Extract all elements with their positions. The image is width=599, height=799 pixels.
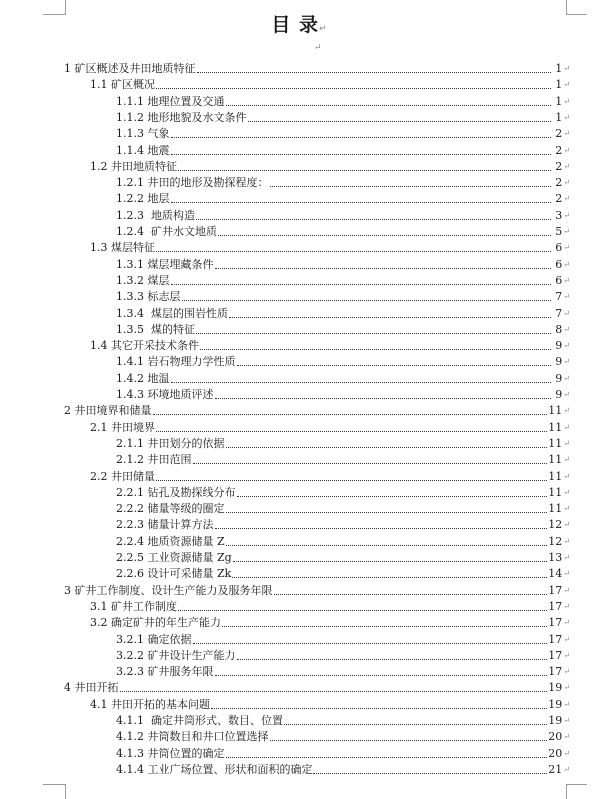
toc-dot-leader <box>156 479 547 481</box>
toc-entry[interactable] <box>116 516 570 532</box>
toc-entry[interactable] <box>116 305 570 321</box>
toc-entry[interactable] <box>116 435 570 451</box>
toc-entry-text: 1.1 矿区概况 <box>90 78 155 92</box>
toc-entry-text: 1.1.3 气象 <box>116 127 170 141</box>
paragraph-return-icon: ↵ <box>563 504 570 514</box>
toc-dot-leader <box>197 71 552 73</box>
toc-dot-leader <box>193 642 548 644</box>
toc-entry-text: 1.2.1 井田的地形及勘探程度： <box>116 176 269 190</box>
toc-entry-text: 3.2.3 矿井服务年限 <box>116 665 214 679</box>
toc-page-number: 17 <box>548 632 563 646</box>
paragraph-return-icon: ↵ <box>563 96 570 106</box>
toc-page-number: 1 <box>555 94 563 108</box>
paragraph-return-icon: ↵ <box>563 764 570 774</box>
paragraph-return-icon: ↵ <box>563 210 570 220</box>
toc-entry-text: 1 矿区概述及井田地质特征 <box>64 62 196 75</box>
toc-entry-text: 4.1.3 井筒位置的确定 <box>116 746 225 760</box>
toc-dot-leader <box>237 658 548 660</box>
toc-entry[interactable] <box>90 614 570 630</box>
toc-entry-text: 4.1.1 确定井筒形式、数目、位置 <box>116 714 283 727</box>
toc-page-number: 19 <box>548 714 563 727</box>
paragraph-return-icon: ↵ <box>563 112 570 122</box>
toc-page-number: 19 <box>548 681 563 695</box>
toc-page-number: 11 <box>548 485 563 499</box>
paragraph-return-icon: ↵ <box>319 24 328 34</box>
paragraph-return-icon: ↵ <box>563 64 570 73</box>
paragraph-return-icon: ↵ <box>563 422 570 432</box>
toc-entry-text: 2.2.6 设计可采储量 Zk <box>116 567 232 581</box>
toc-entry[interactable] <box>116 93 570 109</box>
toc-entry-text: 1.2.4 矿井水文地质 <box>116 225 217 238</box>
toc-page-number: 7 <box>555 290 563 304</box>
toc-dot-leader <box>171 136 552 138</box>
crop-mark-bottom-left <box>43 784 66 799</box>
toc-dot-leader <box>237 364 552 366</box>
toc-entry-text: 4.1 井田开拓的基本问题 <box>90 697 210 711</box>
toc-entry-text: 1.3.4 煤层的围岩性质 <box>116 306 228 320</box>
paragraph-return-icon: ↵ <box>563 748 570 758</box>
toc-entry[interactable] <box>116 370 570 386</box>
toc-entry-text: 4.1.2 井筒数目和井口位置选择 <box>116 730 269 744</box>
toc-dot-leader <box>226 446 548 448</box>
toc-entry[interactable] <box>116 174 570 190</box>
toc-entry-text: 3.2.2 矿井设计生产能力 <box>116 648 236 662</box>
paragraph-return-icon: ↵ <box>563 145 570 155</box>
toc-entry[interactable] <box>116 321 570 337</box>
paragraph-return-icon: ↵ <box>563 716 570 725</box>
toc-entry[interactable] <box>116 207 570 223</box>
toc-dot-leader <box>178 609 547 611</box>
toc-page-number: 5 <box>555 225 563 238</box>
toc-dot-leader <box>171 201 552 203</box>
toc-page-number: 21 <box>548 762 563 776</box>
paragraph-return-icon: ↵ <box>563 438 570 448</box>
toc-entry[interactable] <box>90 419 570 435</box>
toc-entry[interactable] <box>116 386 570 402</box>
paragraph-return-icon: ↵ <box>563 601 570 611</box>
toc-entry-text: 1.3.1 煤层埋藏条件 <box>116 257 214 271</box>
paragraph-return-icon: ↵ <box>563 471 570 481</box>
toc-entry[interactable] <box>116 647 570 663</box>
toc-page-number: 1 <box>555 78 563 92</box>
toc-entry[interactable] <box>116 745 570 761</box>
toc-entry-text: 3.1 矿井工作制度 <box>90 599 177 613</box>
toc-dot-leader <box>156 430 547 432</box>
toc-dot-leader <box>233 560 548 562</box>
toc-entry-text: 4.1.4 工业广场位置、形状和面积的确定 <box>116 762 313 776</box>
toc-page-number: 1 <box>555 62 563 75</box>
toc-page-number: 20 <box>548 746 563 760</box>
paragraph-return-icon: ↵ <box>563 324 570 334</box>
toc-dot-leader <box>156 250 551 252</box>
toc-entry-text: 2.1.1 井田划分的依据 <box>116 436 225 450</box>
toc-page-number: 13 <box>548 551 563 564</box>
toc-entry-text: 1.2.3 地质构造 <box>116 208 195 222</box>
paragraph-return-icon: ↵ <box>563 520 570 530</box>
page-title-text: 目 录 <box>271 14 320 36</box>
paragraph-return-icon: ↵ <box>563 308 570 318</box>
toc-page-number: 12 <box>548 518 563 532</box>
toc-dot-leader <box>215 674 548 676</box>
toc-page-number: 20 <box>548 730 563 744</box>
toc-entry[interactable] <box>116 500 570 516</box>
toc-dot-leader <box>226 104 552 106</box>
paragraph-return-icon: ↵ <box>563 129 570 139</box>
toc-dot-leader <box>196 218 551 220</box>
paragraph-return-icon: ↵ <box>563 406 570 416</box>
toc-page-number: 2 <box>555 127 563 141</box>
toc-entry[interactable] <box>64 679 570 695</box>
toc-entry-text: 1.1.4 地震 <box>116 143 170 157</box>
toc-entry[interactable] <box>116 190 570 206</box>
toc-page-number: 11 <box>548 436 563 450</box>
toc-entry-text: 2.2 井田储量 <box>90 469 155 483</box>
toc-entry[interactable] <box>90 337 570 353</box>
toc-entry-text: 1.4 其它开采技术条件 <box>90 339 199 353</box>
crop-mark-bottom-right <box>566 784 587 799</box>
toc-page-number: 2 <box>555 192 563 206</box>
toc-page-number: 6 <box>555 257 563 271</box>
toc-page-number: 6 <box>555 273 563 287</box>
toc-entry-text: 1.3.5 煤的特征 <box>116 322 195 336</box>
toc-entry[interactable] <box>116 451 570 467</box>
toc-entry-text: 2.2.5 工业资源储量 Zg <box>116 551 232 564</box>
toc-entry[interactable] <box>116 256 570 272</box>
paragraph-return-icon: ↵ <box>563 341 570 351</box>
toc-page-number: 11 <box>548 453 563 467</box>
toc-entry-text: 2.2.4 地质资源储量 Z <box>116 534 225 548</box>
toc-entry-text: 1.1.2 地形地貌及水文条件 <box>116 110 247 124</box>
toc-dot-leader <box>270 185 552 187</box>
toc-page-number: 1 <box>555 110 563 124</box>
toc-entry[interactable] <box>90 239 570 255</box>
toc-entry[interactable] <box>64 582 570 598</box>
toc-page-number: 9 <box>555 355 563 369</box>
toc-dot-leader <box>215 267 552 269</box>
toc-entry[interactable] <box>116 353 570 369</box>
toc-dot-leader <box>226 544 548 546</box>
paragraph-return-icon: ↵ <box>563 536 570 546</box>
toc-page-number: 17 <box>548 583 563 597</box>
toc-entry-text: 4 井田开拓 <box>64 681 119 695</box>
toc-entry-text: 1.2.2 地层 <box>116 192 170 206</box>
toc-page-number: 19 <box>548 697 563 711</box>
toc-page-number: 6 <box>555 241 563 255</box>
toc-entry[interactable] <box>116 223 570 239</box>
toc-page-number: 8 <box>555 322 563 336</box>
toc-dot-leader <box>178 169 551 171</box>
toc-entry-text: 1.4.2 地温 <box>116 371 170 385</box>
toc-entry-text: 1.2 井田地质特征 <box>90 159 177 173</box>
toc-entry[interactable] <box>90 598 570 614</box>
toc-dot-leader <box>218 234 551 236</box>
paragraph-return-icon: ↵ <box>563 178 570 188</box>
toc-page-number: 9 <box>555 339 563 353</box>
paragraph-return-icon: ↵ <box>563 699 570 709</box>
paragraph-return-icon: ↵ <box>563 373 570 383</box>
toc-entry-text: 1.3 煤层特征 <box>90 241 155 255</box>
paragraph-return-icon: ↵ <box>563 243 570 253</box>
toc-entry-text: 1.1.1 地理位置及交通 <box>116 94 225 108</box>
toc-dot-leader <box>313 772 547 774</box>
toc-entry-text: 2 井田境界和储量 <box>64 404 152 418</box>
toc-entry[interactable] <box>90 468 570 484</box>
toc-dot-leader <box>171 283 552 285</box>
toc-dot-leader <box>200 348 551 350</box>
toc-entry[interactable] <box>90 158 570 174</box>
toc-dot-leader <box>229 316 551 318</box>
paragraph-return-icon: ↵ <box>563 161 570 171</box>
toc-page-number: 11 <box>548 502 563 516</box>
toc-entry[interactable] <box>90 696 570 712</box>
toc-entry-text: 3.2 确定矿井的年生产能力 <box>90 616 221 630</box>
toc-dot-leader <box>274 593 548 595</box>
toc-entry-text: 2.2.1 钻孔及勘探线分布 <box>116 485 236 499</box>
paragraph-return-icon: ↵ <box>563 292 570 302</box>
toc-dot-leader <box>193 462 548 464</box>
toc-entry[interactable] <box>64 402 570 418</box>
toc-dot-leader <box>222 625 547 627</box>
toc-page-number: 11 <box>548 404 563 418</box>
paragraph-return-icon: ↵ <box>563 569 570 579</box>
toc-dot-leader <box>237 495 548 497</box>
toc-page-number: 2 <box>555 176 563 190</box>
toc-dot-leader <box>226 756 548 758</box>
toc-page-number: 17 <box>548 665 563 679</box>
toc-page-number: 9 <box>555 388 563 401</box>
toc-dot-leader <box>182 299 552 301</box>
toc-entry[interactable] <box>116 142 570 158</box>
toc-dot-leader <box>211 707 547 709</box>
toc-entry-text: 1.3.2 煤层 <box>116 273 170 287</box>
toc-page-number: 2 <box>555 143 563 157</box>
toc-entry[interactable] <box>90 76 570 92</box>
toc-entry-text: 1.3.3 标志层 <box>116 290 181 304</box>
paragraph-return-icon: ↵ <box>563 667 570 677</box>
toc-entry[interactable] <box>116 272 570 288</box>
toc-page-number: 9 <box>555 371 563 385</box>
toc-page-number: 3 <box>555 208 563 222</box>
toc-dot-leader <box>226 511 548 513</box>
paragraph-return-icon: ↵ <box>563 390 570 399</box>
toc-dot-leader <box>215 397 552 399</box>
paragraph-return-icon: ↵ <box>563 634 570 644</box>
paragraph-return-icon: ↵ <box>563 455 570 465</box>
toc-entry[interactable] <box>116 288 570 304</box>
toc-dot-leader <box>153 413 548 415</box>
toc-dot-leader <box>171 381 552 383</box>
toc-page-number: 14 <box>548 567 563 581</box>
toc-entry[interactable] <box>116 125 570 141</box>
paragraph-return-icon: ↵ <box>563 683 570 693</box>
paragraph-return-icon: ↵ <box>563 553 570 562</box>
toc-dot-leader <box>156 87 551 89</box>
toc-dot-leader <box>196 332 551 334</box>
toc-entry[interactable] <box>64 60 570 76</box>
toc-entry[interactable] <box>116 549 570 565</box>
toc-entry[interactable] <box>116 663 570 679</box>
toc-page-number: 7 <box>555 306 563 320</box>
toc-entry-text: 3 矿井工作制度、设计生产能力及服务年限 <box>64 583 273 597</box>
toc-page-number: 2 <box>555 159 563 173</box>
page-title <box>0 10 599 37</box>
toc-page-number: 11 <box>548 420 563 434</box>
toc-page-number: 17 <box>548 648 563 662</box>
toc-entry[interactable] <box>116 712 570 728</box>
toc-page-number: 17 <box>548 599 563 613</box>
paragraph-return-icon: ↵ <box>563 80 570 90</box>
toc-dot-leader <box>171 153 552 155</box>
toc-dot-leader <box>120 690 548 692</box>
paragraph-return-icon: ↵ <box>563 227 570 236</box>
toc-page-number: 17 <box>548 616 563 630</box>
paragraph-return-icon: ↵ <box>563 487 570 497</box>
paragraph-return-icon: ↵ <box>563 650 570 660</box>
toc-entry-text: 2.2.3 储量计算方法 <box>116 518 214 532</box>
toc-page-number: 12 <box>548 534 563 548</box>
toc-entry-text: 1.4.3 环境地质评述 <box>116 388 214 401</box>
toc-entry[interactable] <box>116 533 570 549</box>
toc-entry[interactable] <box>116 631 570 647</box>
toc-dot-leader <box>248 120 552 122</box>
toc-entry[interactable] <box>116 728 570 744</box>
toc-dot-leader <box>270 739 548 741</box>
paragraph-return-icon: ↵ <box>563 275 570 285</box>
empty-paragraph-mark-icon: ↵ <box>314 43 322 53</box>
toc-entry[interactable] <box>116 761 570 777</box>
paragraph-return-icon: ↵ <box>563 357 570 367</box>
paragraph-return-icon: ↵ <box>563 259 570 269</box>
paragraph-return-icon: ↵ <box>563 732 570 742</box>
toc-dot-leader <box>232 576 547 578</box>
toc-dot-leader <box>284 723 547 725</box>
paragraph-return-icon: ↵ <box>563 585 570 595</box>
toc-entry-text: 2.1 井田境界 <box>90 420 155 434</box>
toc-dot-leader <box>215 527 548 529</box>
toc-page-number: 11 <box>548 469 563 483</box>
toc-entry[interactable] <box>116 565 570 581</box>
toc-entry-text: 3.2.1 确定依据 <box>116 632 192 646</box>
toc-entry-text: 2.2.2 储量等级的圈定 <box>116 502 225 516</box>
toc-entry-text: 2.1.2 井田范围 <box>116 453 192 467</box>
paragraph-return-icon: ↵ <box>563 618 570 628</box>
toc-entry[interactable] <box>116 109 570 125</box>
toc-entry[interactable] <box>116 484 570 500</box>
paragraph-return-icon: ↵ <box>563 194 570 204</box>
toc-entry-text: 1.4.1 岩石物理力学性质 <box>116 355 236 369</box>
